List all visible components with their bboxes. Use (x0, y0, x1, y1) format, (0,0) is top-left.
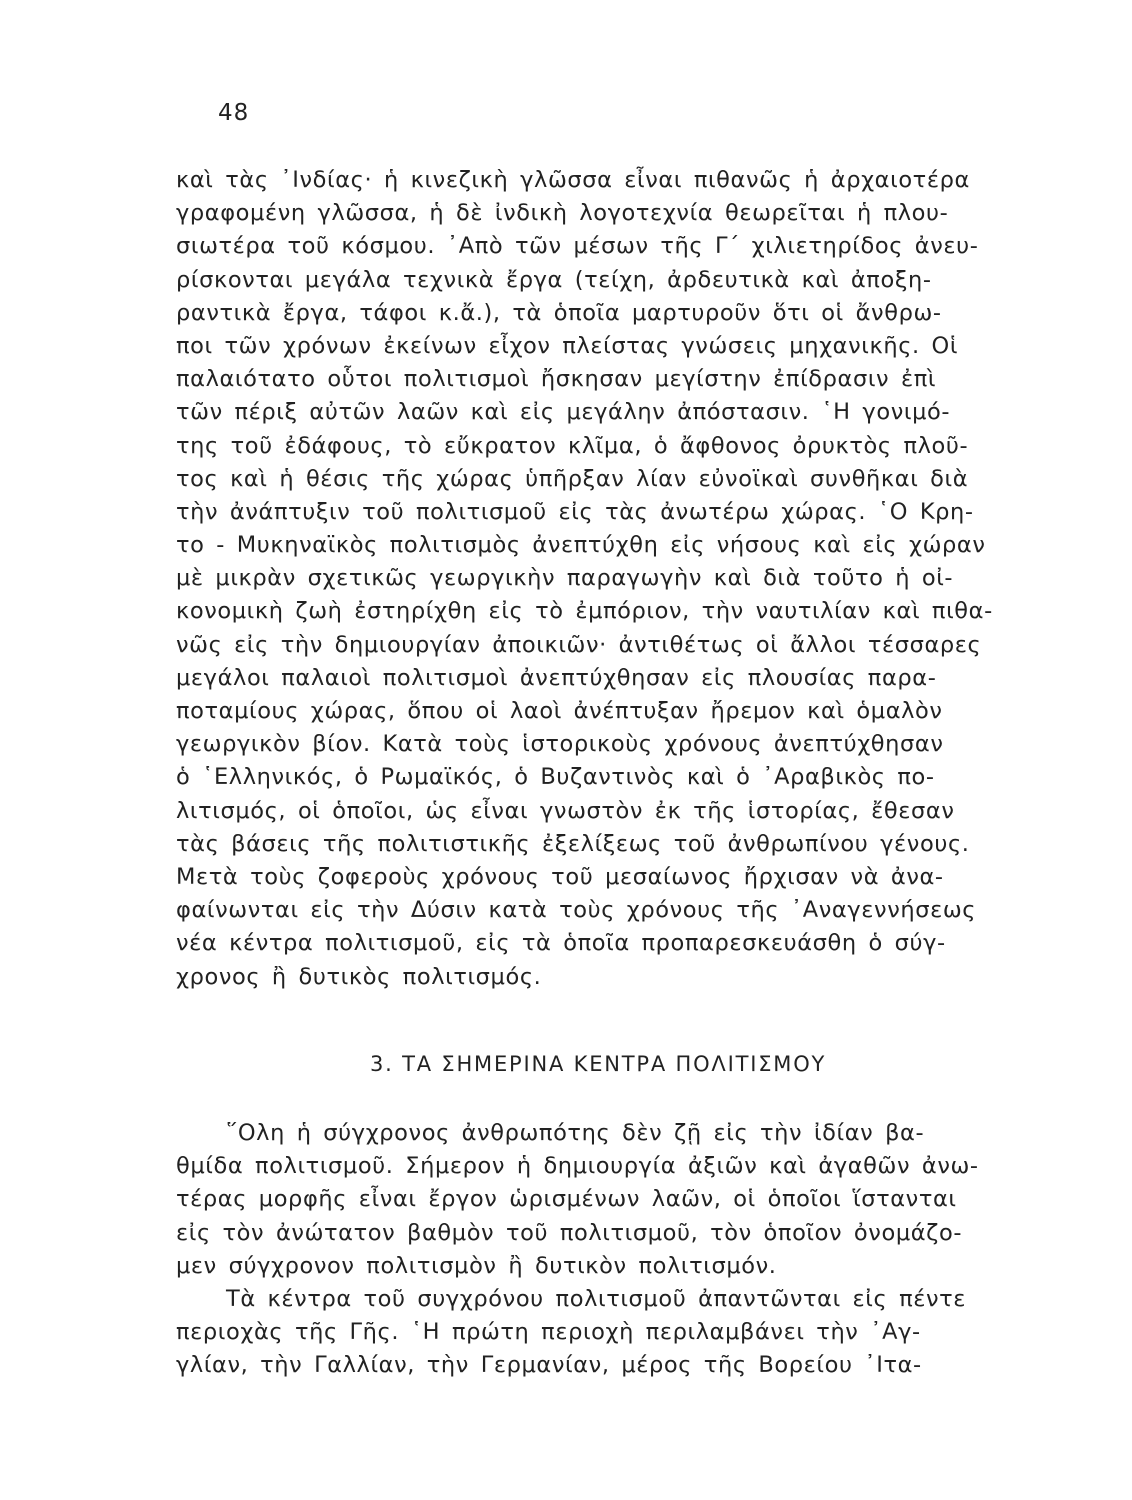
text-line: ποι τῶν χρόνων ἐκείνων εἶχον πλείστας γνώσεις μηχανικῆς. Οἱ (176, 332, 959, 359)
text-line: τος καὶ ἡ θέσις τῆς χώρας ὑπῆρξαν λίαν εὐνοϊκαὶ συνθῆκαι διὰ (176, 465, 969, 492)
text-line: εἰς τὸν ἀνώτατον βαθμὸν τοῦ πολιτισμοῦ, τὸν ὁποῖον ὀνομάζο- (176, 1219, 963, 1246)
text-line: τὰς βάσεις τῆς πολιτιστικῆς ἐξελίξεως τοῦ ἀνθρωπίνου γένους. (176, 830, 970, 857)
text-line: περιοχὰς τῆς Γῆς. ῾Η πρώτη περιοχὴ περιλαμβάνει τὴν ᾿Αγ- (176, 1319, 921, 1346)
text-line: ποταμίους χώρας, ὅπου οἱ λαοὶ ἀνέπτυξαν ἤρεμον καὶ ὁμαλὸν (176, 698, 943, 724)
section-heading: 3. ΤΑ ΣΗΜΕΡΙΝΑ ΚΕΝΤΡΑ ΠΟΛΙΤΙΣΜΟΥ (370, 1052, 827, 1076)
text-line: παλαιότατο οὗτοι πολιτισμοὶ ἤσκησαν μεγίστην ἐπίδρασιν ἐπὶ (176, 366, 937, 393)
paragraph-2 (176, 1117, 1131, 1283)
text-line: μεν σύγχρονον πολιτισμὸν ἢ δυτικὸν πολιτισμόν. (176, 1252, 777, 1279)
text-line: χρονος ἢ δυτικὸς πολιτισμός. (176, 963, 542, 990)
text-line: τέρας μορφῆς εἶναι ἔργον ὡρισμένων λαῶν, οἱ ὁποῖοι ἵστανται (176, 1186, 957, 1213)
page-number: 48 (218, 100, 250, 126)
text-line: κονομικὴ ζωὴ ἐστηρίχθη εἰς τὸ ἐμπόριον, τὴν ναυτιλίαν καὶ πιθα- (176, 598, 993, 625)
text-line: ρίσκονται μεγάλα τεχνικὰ ἔργα (τείχη, ἀρδευτικὰ καὶ ἀποξη- (176, 266, 932, 293)
text-line: τὴν ἀνάπτυξιν τοῦ πολιτισμοῦ εἰς τὰς ἀνωτέρω χώρας. ῾Ο Κρη- (176, 498, 974, 525)
text-line: της τοῦ ἐδάφους, τὸ εὔκρατον κλῖμα, ὁ ἄφθονος ὀρυκτὸς πλοῦ- (176, 432, 969, 459)
text-line: ραντικὰ ἔργα, τάφοι κ.ἄ.), τὰ ὁποῖα μαρτυροῦν ὅτι οἱ ἄνθρω- (176, 299, 942, 326)
text-line: νῶς εἰς τὴν δημιουργίαν ἀποικιῶν· ἀντιθέτως οἱ ἄλλοι τέσσαρες (176, 631, 982, 658)
text-line: φαίνωνται εἰς τὴν Δύσιν κατὰ τοὺς χρόνους τῆς ᾿Αναγεννήσεως (176, 897, 977, 924)
text-line: τῶν πέριξ αὐτῶν λαῶν καὶ εἰς μεγάλην ἀπόστασιν. ῾Η γονιμό- (176, 399, 951, 426)
text-line: γραφομένη γλῶσσα, ἡ δὲ ἰνδικὴ λογοτεχνία θεωρεῖται ἡ πλου- (176, 200, 949, 227)
paragraph-1 (176, 164, 1131, 994)
text-line: νέα κέντρα πολιτισμοῦ, εἰς τὰ ὁποῖα προπαρεσκευάσθη ὁ σύγ- (176, 930, 946, 957)
text-line: σιωτέρα τοῦ κόσμου. ᾿Απὸ τῶν μέσων τῆς Γ΄ χιλιετηρίδος ἀνευ- (176, 233, 979, 260)
text-line: γλίαν, τὴν Γαλλίαν, τὴν Γερμανίαν, μέρος τῆς Βορείου ᾿Ιτα- (176, 1352, 922, 1379)
text-line: λιτισμός, οἱ ὁποῖοι, ὡς εἶναι γνωστὸν ἐκ τῆς ἱστορίας, ἔθεσαν (176, 797, 955, 824)
text-line: ὁ ῾Ελληνικός, ὁ Ρωμαϊκός, ὁ Βυζαντινὸς καὶ ὁ ᾿Αραβικὸς πο- (176, 764, 935, 791)
text-line: καὶ τὰς ᾿Ινδίας· ἡ κινεζικὴ γλῶσσα εἶναι πιθανῶς ἡ ἀρχαιοτέρα (176, 167, 970, 193)
text-line: Τὰ κέντρα τοῦ συγχρόνου πολιτισμοῦ ἀπαντῶνται εἰς πέντε (226, 1286, 967, 1312)
text-line: το - Μυκηναϊκὸς πολιτισμὸς ἀνεπτύχθη εἰς νήσους καὶ εἰς χώραν (176, 532, 986, 559)
text-line: μεγάλοι παλαιοὶ πολιτισμοὶ ἀνεπτύχθησαν εἰς πλουσίας παρα- (176, 664, 937, 691)
text-line: μὲ μικρὰν σχετικῶς γεωργικὴν παραγωγὴν καὶ διὰ τοῦτο ἡ οἰ- (176, 565, 954, 592)
text-line: θμίδα πολιτισμοῦ. Σήμερον ἡ δημιουργία ἀξιῶν καὶ ἀγαθῶν ἀνω- (176, 1153, 979, 1180)
text-line: Μετὰ τοὺς ζοφεροὺς χρόνους τοῦ μεσαίωνος ἤρχισαν νὰ ἀνα- (176, 863, 944, 890)
text-line: ῞Ολη ἡ σύγχρονος ἀνθρωπότης δὲν ζῇ εἰς τὴν ἰδίαν βα- (226, 1120, 925, 1146)
paragraph-3 (176, 1283, 1131, 1383)
text-line: γεωργικὸν βίον. Κατὰ τοὺς ἱστορικοὺς χρόνους ἀνεπτύχθησαν (176, 731, 944, 758)
